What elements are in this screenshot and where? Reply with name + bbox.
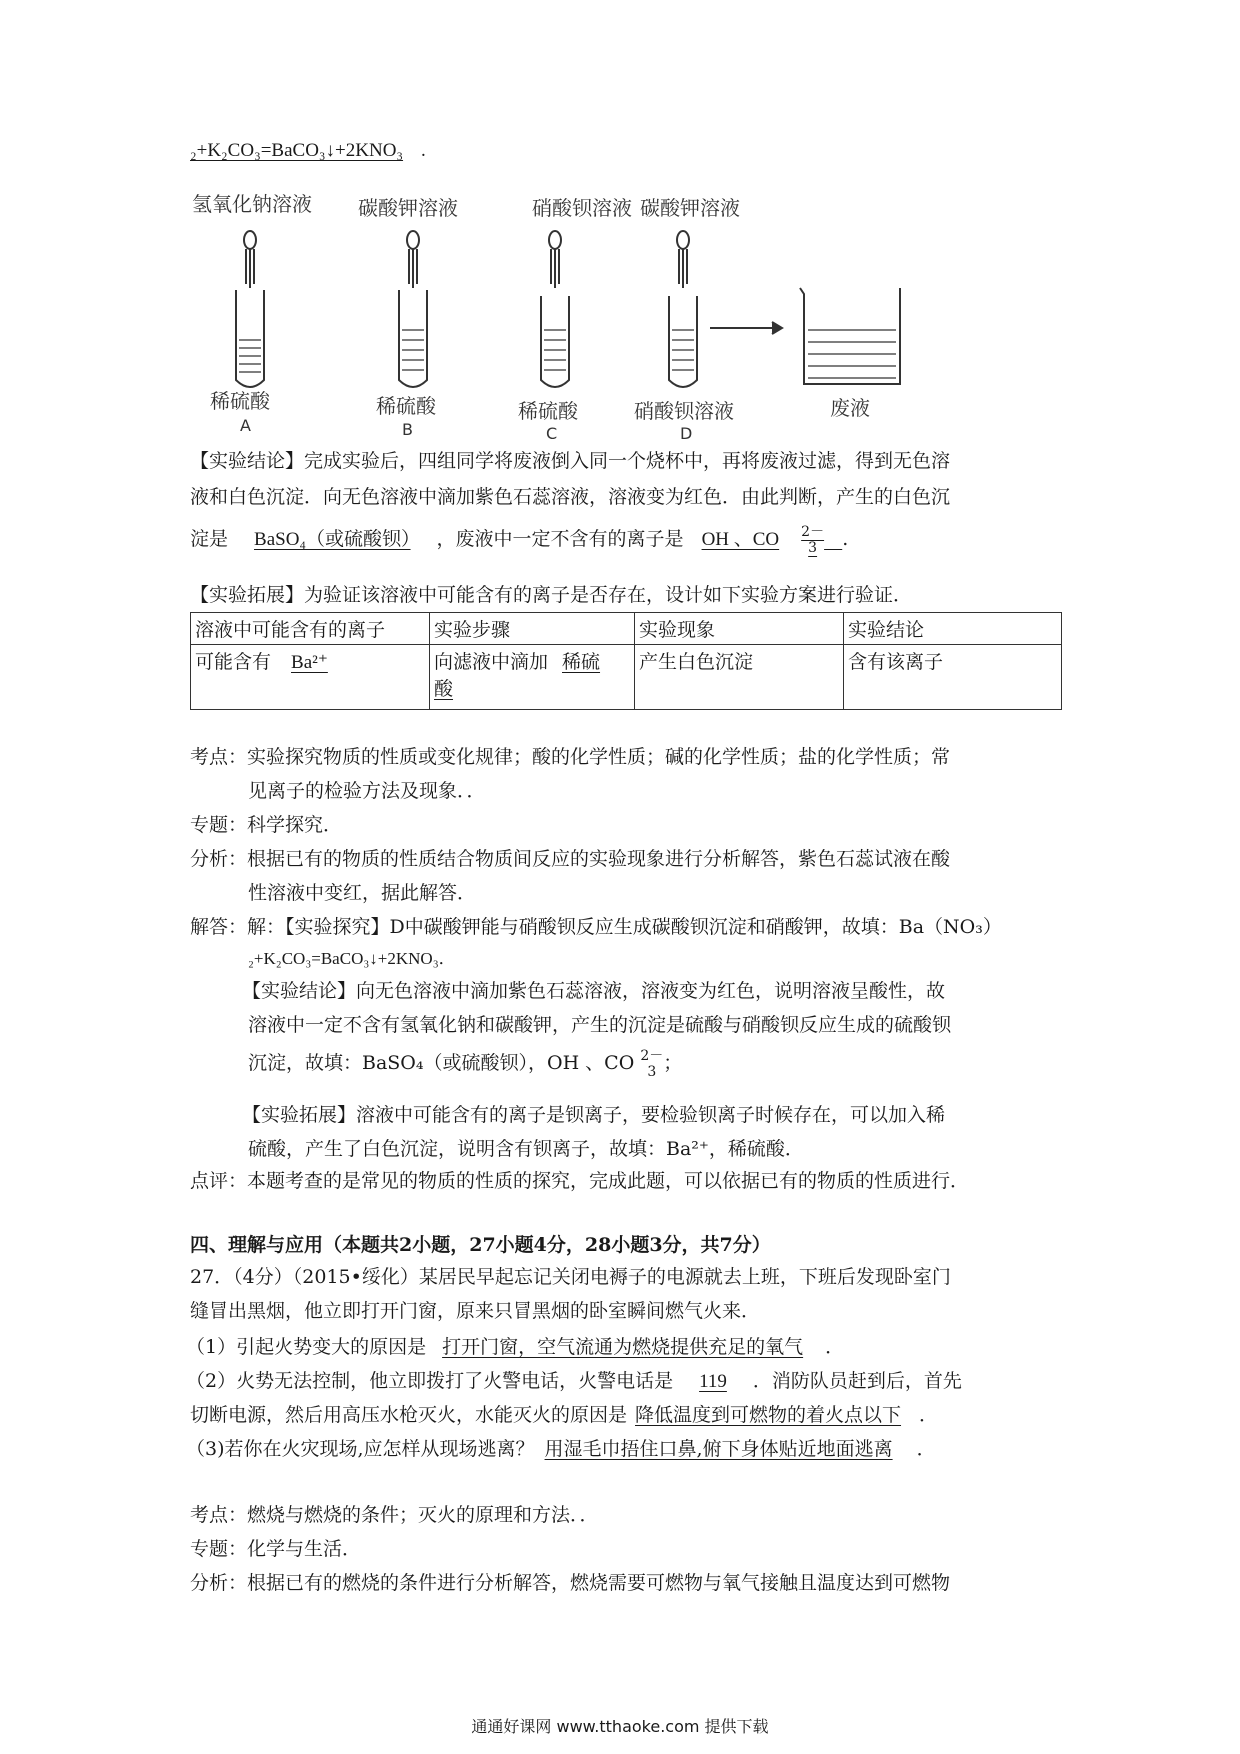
zhuanti-row-27: 专题：化学与生活． bbox=[190, 1538, 362, 1560]
tube-content-c: 稀硫酸 bbox=[518, 399, 578, 423]
jieda-row-7: 硫酸，产生了白色沉淀，说明含有钡离子，故填：Ba²⁺，稀硫酸． bbox=[248, 1138, 804, 1160]
test-tube-icon bbox=[541, 296, 569, 387]
reagent-label-4: 碳酸钾溶液 bbox=[640, 196, 740, 220]
dropper-icon bbox=[549, 231, 561, 288]
answer-sub2b: 降低温度到可燃物的着火点以下 bbox=[635, 1404, 902, 1426]
table-cell-phenomenon: 产生白色沉淀 bbox=[635, 645, 844, 710]
fenxi-row: 分析：根据已有的物质的性质结合物质间反应的实验现象进行分析解答，紫色石蕊试液在酸 bbox=[190, 848, 951, 870]
reagent-label-2: 碳酸钾溶液 bbox=[358, 196, 458, 220]
conclusion-line-3: 淀是 BaSO₄（或硫酸钡） ，废液中一定不含有的离子是 OH 、CO 2－ 3 . bbox=[190, 524, 849, 556]
tube-content-a: 稀硫酸 bbox=[210, 389, 270, 413]
section-heading: 四、理解与应用（本题共2小题，27小题4分，28小题3分，共7分） bbox=[190, 1234, 771, 1256]
zhuanti-row: 专题：科学探究． bbox=[190, 814, 343, 836]
arrow-icon bbox=[710, 322, 782, 334]
table-header: 实验步骤 bbox=[430, 613, 635, 645]
sub-question-2: （2）火势无法控制，他立即拨打了火警电话，火警电话是 119 ．消防队员赶到后，首先 bbox=[186, 1370, 962, 1392]
tube-content-d: 硝酸钡溶液 bbox=[634, 399, 734, 423]
dropper-icon bbox=[677, 231, 689, 288]
charge-fraction: 2－ 3 bbox=[801, 524, 825, 556]
dropper-icon bbox=[407, 231, 419, 288]
beaker-label: 废液 bbox=[830, 396, 870, 420]
tube-content-b: 稀硫酸 bbox=[376, 394, 436, 418]
jieda-row-2: ₂+K₂CO₃=BaCO₃↓+2KNO₃． bbox=[248, 949, 456, 968]
table-cell-ion: 可能含有 Ba²⁺ bbox=[191, 645, 430, 710]
dianping-row: 点评：本题考查的是常见的物质的性质的探究，完成此题，可以依据已有的物质的性质进行． bbox=[190, 1170, 970, 1192]
test-tube-icon bbox=[399, 290, 427, 387]
tube-letter-b: B bbox=[402, 420, 413, 439]
kaodian-row-27: 考点：燃烧与燃烧的条件；灭火的原理和方法．． bbox=[190, 1504, 599, 1526]
experiment-table bbox=[190, 612, 1062, 710]
dropper-icon bbox=[244, 231, 256, 288]
jieda-row-5: 沉淀，故填：BaSO₄（或硫酸钡），OH 、CO 2－ 3 ； bbox=[248, 1048, 683, 1080]
extension-line: 【实验拓展】为验证该溶液中可能含有的离子是否存在，设计如下实验方案进行验证． bbox=[190, 584, 913, 606]
table-cell-conclusion: 含有该离子 bbox=[844, 645, 1062, 710]
table-header: 溶液中可能含有的离子 bbox=[191, 613, 430, 645]
answer-sub2: 119 bbox=[699, 1371, 727, 1392]
reagent-label-1: 氢氧化钠溶液 bbox=[192, 192, 312, 216]
top-formula-line: ₂+K₂CO₃=BaCO₃↓+2KNO₃ . bbox=[190, 140, 426, 161]
top-formula: ₂+K₂CO₃=BaCO₃↓+2KNO₃ bbox=[190, 140, 404, 161]
table-cell-step: 向滤液中滴加 稀硫 酸 bbox=[430, 645, 635, 710]
answer-sub1: 打开门窗，空气流通为燃烧提供充足的氧气 bbox=[442, 1336, 804, 1358]
answer-sub3: 用湿毛巾捂住口鼻,俯下身体贴近地面逃离 bbox=[544, 1438, 893, 1460]
reagent-label-3: 硝酸钡溶液 bbox=[532, 196, 632, 220]
experiment-figure bbox=[180, 180, 940, 450]
table-header: 实验现象 bbox=[635, 613, 844, 645]
question-27-line-2: 缝冒出黑烟，他立即打开门窗，原来只冒黑烟的卧室瞬间燃气火来． bbox=[190, 1300, 761, 1322]
question-27-line-1: 27．（4分）（2015•绥化）某居民早起忘记关闭电褥子的电源就去上班，下班后发现卧室门 bbox=[190, 1266, 951, 1288]
tube-letter-a: A bbox=[240, 416, 251, 435]
test-tube-icon bbox=[669, 296, 697, 387]
sub-question-3: （3)若你在火灾现场,应怎样从现场逃离？ 用湿毛巾捂住口鼻,俯下身体贴近地面逃离 ． bbox=[186, 1438, 936, 1460]
tube-letter-d: D bbox=[680, 424, 693, 443]
beaker-icon bbox=[800, 288, 900, 384]
jieda-row: 解答：解：【实验探究】D中碳酸钾能与硝酸钡反应生成碳酸钡沉淀和硝酸钾，故填：Ba（NO₃） bbox=[190, 916, 1002, 938]
jieda-row-4: 溶液中一定不含有氢氧化钠和碳酸钾，产生的沉淀是硫酸与硝酸钡反应生成的硫酸钡 bbox=[248, 1014, 952, 1036]
table-row bbox=[191, 645, 1062, 710]
fenxi-row-27: 分析：根据已有的燃烧的条件进行分析解答，燃烧需要可燃物与氧气接触且温度达到可燃物 bbox=[190, 1572, 951, 1594]
table-header: 实验结论 bbox=[844, 613, 1062, 645]
page-footer: 通通好课网 www.tthaoke.com 提供下载 bbox=[471, 1717, 769, 1736]
fenxi-row-2: 性溶液中变红，据此解答． bbox=[248, 882, 477, 904]
table-header-row bbox=[191, 613, 1062, 645]
answer-ions: OH 、CO bbox=[701, 529, 780, 550]
sub-question-1: （1）引起火势变大的原因是 打开门窗，空气流通为燃烧提供充足的氧气 ． bbox=[186, 1336, 845, 1358]
jieda-row-6: 【实验拓展】溶液中可能含有的离子是钡离子，要检验钡离子时候存在，可以加入稀 bbox=[242, 1104, 946, 1126]
sub-question-2-cont: 切断电源，然后用高压水枪灭火，水能灭火的原因是 降低温度到可燃物的着火点以下 ． bbox=[190, 1404, 939, 1426]
conclusion-line-1: 【实验结论】完成实验后，四组同学将废液倒入同一个烧杯中，再将废液过滤，得到无色溶 bbox=[190, 450, 951, 472]
answer-precipitate: BaSO₄（或硫酸钡） bbox=[254, 529, 411, 550]
jieda-row-3: 【实验结论】向无色溶液中滴加紫色石蕊溶液，溶液变为红色，说明溶液呈酸性，故 bbox=[242, 980, 946, 1002]
kaodian-row-2: 见离子的检验方法及现象．． bbox=[248, 780, 486, 802]
conclusion-line-2: 液和白色沉淀．向无色溶液中滴加紫色石蕊溶液，溶液变为红色．由此判断，产生的白色沉 bbox=[190, 486, 951, 508]
kaodian-row: 考点：实验探究物质的性质或变化规律；酸的化学性质；碱的化学性质；盐的化学性质；常 bbox=[190, 746, 951, 768]
tube-letter-c: C bbox=[546, 424, 558, 443]
